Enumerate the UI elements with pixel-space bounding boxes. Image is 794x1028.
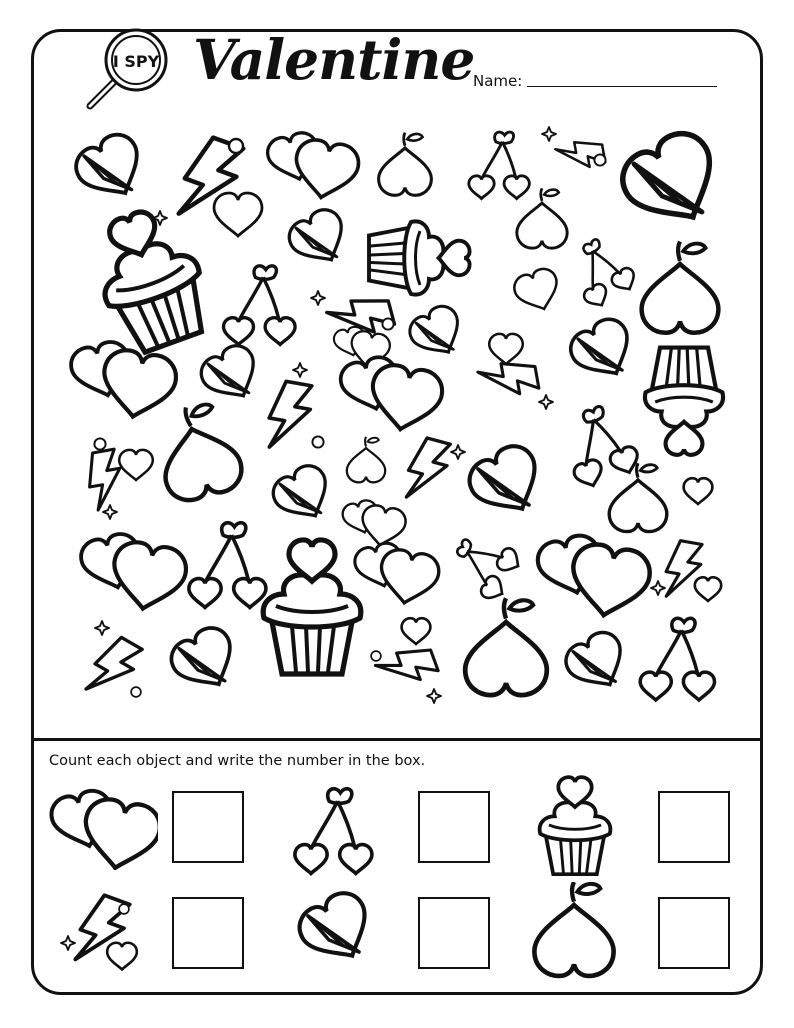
scene-dot [371,651,381,661]
scene-paper-plane [560,626,635,699]
scene-paper-plane [69,128,153,209]
section-divider [31,738,763,741]
counting-instructions: Count each object and write the number in the box. [49,753,426,769]
scene-double-heart [77,530,189,615]
scene-double-heart [67,338,179,423]
scene-double-heart [337,354,445,436]
scene-apple-heart [379,133,432,196]
scene-cherries [555,399,642,490]
magnifying-glass-logo-icon [82,26,174,114]
scene-heart [402,618,431,644]
name-field[interactable] [527,86,717,87]
scene-apple-heart [347,437,385,483]
scene-paper-plane [613,123,733,239]
cupcake-icon [530,766,620,876]
scene-lightning-bolt [402,436,453,506]
scene-dot [382,318,393,329]
answer-box-double-hearts[interactable] [172,791,244,863]
scene-cupcake [645,348,723,455]
answer-box-cherries[interactable] [418,791,490,863]
scene-cherries [562,231,640,311]
scene-sparkle [651,581,665,595]
scene-sparkle [103,505,117,519]
scene-dot [594,154,605,165]
scene-double-heart [352,540,442,608]
scene-paper-plane [267,460,339,530]
scene-paper-plane [462,439,552,526]
scene-heart [511,265,565,316]
scene-paper-plane [165,621,246,700]
scene-apple-heart [517,188,567,248]
scene-cherries [469,132,530,199]
scene-cherries [189,523,266,608]
scene-dot [229,139,243,153]
scene-cupcake [82,199,220,358]
scene-paper-plane [195,340,267,410]
scene-heart [214,193,262,236]
scene-cupcake [369,221,470,294]
answer-box-apple-hearts[interactable] [658,897,730,969]
scene-paper-plane [283,204,355,274]
scene-apple-heart [609,463,667,531]
scene-lightning-bolt [264,380,314,453]
scene-dot [131,687,141,697]
scene-sparkle [427,689,441,703]
scene-sparkle [293,363,307,377]
answer-box-cupcake[interactable] [658,791,730,863]
scene-double-heart [264,130,361,203]
scene-double-heart [340,498,407,549]
page-title: Valentine [193,27,475,92]
paper-plane-icon [290,888,386,974]
apple-heart-icon [526,882,622,982]
scene-apple-heart [642,242,719,333]
scene-paper-plane [404,301,470,365]
scene-dot [312,436,323,447]
scene-dot [94,438,105,449]
scene-apple-heart [149,398,247,506]
double-heart-icon [46,786,158,870]
scene-cherries [444,526,524,604]
scene-sparkle [451,445,465,459]
scene-sparkle [539,395,553,409]
lightning-bolt-icon [54,890,154,980]
scene-cherries [640,618,714,700]
scene-lightning-bolt [374,642,439,693]
scene-heart [684,478,713,504]
answer-box-paper-planes[interactable] [418,897,490,969]
scene-sparkle [311,291,325,305]
scene-apple-heart [465,598,547,695]
name-label: Name: [473,72,523,90]
cherries-icon [286,784,378,880]
scene-heart [489,334,523,364]
scene-cherries [224,266,296,345]
i-spy-scene [60,120,734,720]
scene-sparkle [95,621,109,635]
scene-sparkle [542,127,556,141]
scene-heart [695,577,721,601]
answer-box-lightning-bolts[interactable] [172,897,244,969]
logo-text: I SPY [112,52,160,71]
scene-lightning-bolt [477,358,539,400]
scene-double-heart [534,532,654,622]
scene-cupcake [263,540,361,674]
scene-heart [119,450,153,480]
scene-paper-plane [564,313,642,389]
